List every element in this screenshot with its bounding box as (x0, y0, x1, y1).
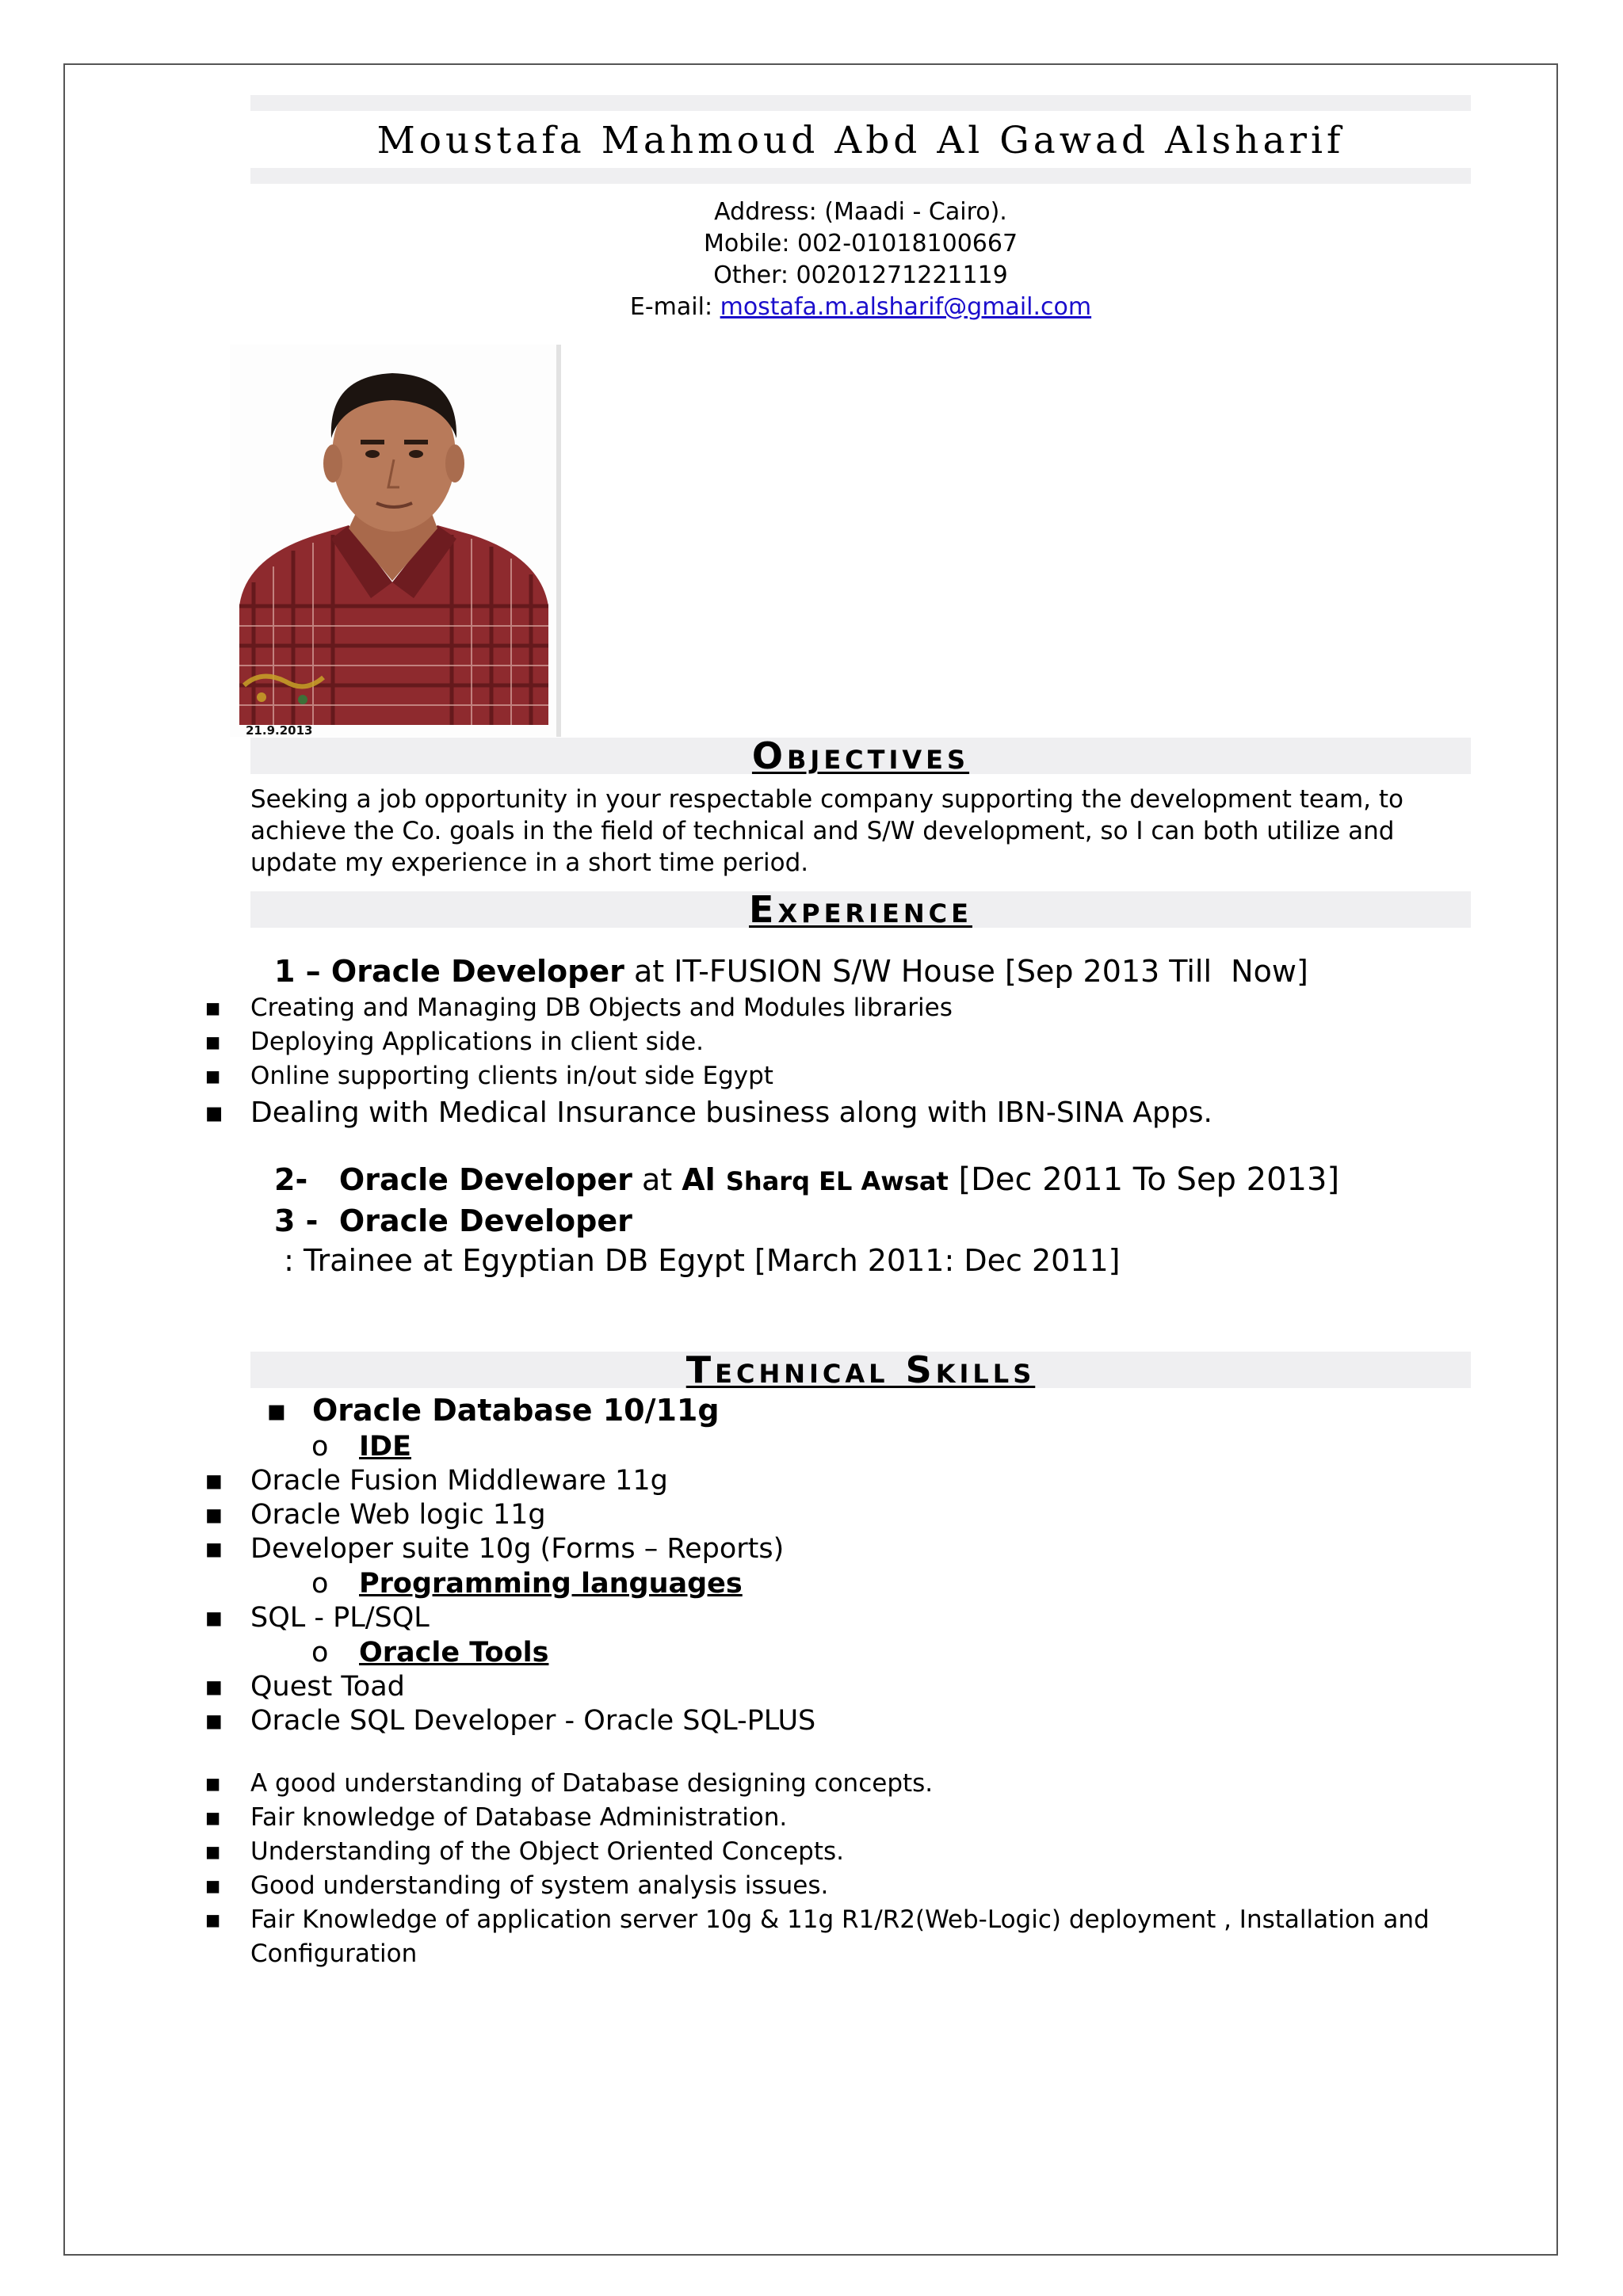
skill-oracle-database: ▪ Oracle Database 10/11g (312, 1391, 1471, 1429)
name-band-bottom (250, 168, 1471, 184)
list-item: ▪ Good understanding of system analysis issues. (250, 1869, 1471, 1903)
objectives-heading (250, 734, 1471, 777)
job-3-details: : Trainee at Egyptian DB Egypt [March 2011: Dec 2011] (274, 1243, 1121, 1278)
job-2-number: 2- (274, 1162, 339, 1197)
resume-content (250, 95, 1471, 1971)
email-line (250, 292, 1471, 323)
list-item: ▪ Developer suite 10g (Forms – Reports) (250, 1532, 1471, 1566)
list-item: ▪ Creating and Managing DB Objects and Modules libraries (250, 991, 1471, 1025)
photo-spacer (250, 323, 1471, 738)
general-skills-list (250, 1767, 1471, 1971)
job-3-number: 3 - (274, 1203, 339, 1238)
email-label: E-mail: (629, 293, 720, 321)
mobile-line: Mobile: 002-01018100667 (703, 230, 1018, 257)
job-2-company: Sharq EL Awsat (725, 1166, 949, 1196)
email-link[interactable]: mostafa.m.alsharif@gmail.com (720, 293, 1092, 321)
oracle-tools-list (250, 1670, 1471, 1738)
programming-languages-heading: o Programming languages (359, 1566, 1471, 1601)
job-2-dates: [Dec 2011 To Sep 2013] (948, 1161, 1340, 1198)
list-item: ▪ Understanding of the Object Oriented Concepts. (250, 1835, 1471, 1869)
ide-list (250, 1464, 1471, 1566)
job-2-at: at (632, 1162, 682, 1197)
other-phone-line: Other: 00201271221119 (713, 261, 1008, 289)
list-item: ▪ SQL - PL/SQL (250, 1601, 1471, 1635)
name-band-top (250, 95, 1471, 111)
objectives-heading-text: Objectives (751, 734, 970, 777)
job-1 (274, 952, 1471, 991)
experience-heading-text: Experience (749, 888, 972, 931)
address-line: Address: (Maadi - Cairo). (714, 198, 1007, 226)
contact-block (250, 196, 1471, 323)
photo-date-stamp: 21.9.2013 (246, 723, 313, 738)
skills-heading (250, 1348, 1471, 1391)
list-item: ▪ Deploying Applications in client side. (250, 1025, 1471, 1059)
job-1-bullets (250, 991, 1471, 1133)
list-item: ▪ A good understanding of Database designing concepts. (250, 1767, 1471, 1801)
job-1-number: 1 – (274, 954, 331, 989)
job-2-al: Al (682, 1162, 726, 1197)
list-item: ▪ Oracle SQL Developer - Oracle SQL-PLUS (250, 1704, 1471, 1738)
job-2 (274, 1160, 1471, 1201)
list-item: ▪ Online supporting clients in/out side Egypt (250, 1059, 1471, 1093)
candidate-name: Moustafa Mahmoud Abd Al Gawad Alsharif (376, 119, 1345, 162)
ide-heading: o IDE (359, 1429, 1471, 1464)
programming-languages-list (250, 1601, 1471, 1635)
job-1-details: at IT-FUSION S/W House [Sep 2013 Till Now] (624, 954, 1308, 989)
objectives-text: Seeking a job opportunity in your respectable company supporting the development team, to achieve the Co. goals in the field of technical and S/W development, so I can both utilize and update my experience in a short time period. (250, 785, 1403, 877)
skills-heading-text: Technical Skills (685, 1348, 1036, 1391)
list-item: ▪ Oracle Fusion Middleware 11g (250, 1464, 1471, 1498)
job-3 (274, 1201, 1471, 1280)
job-3-title: Oracle Developer (338, 1203, 632, 1238)
list-item: ▪ Oracle Web logic 11g (250, 1498, 1471, 1532)
list-item: ▪ Dealing with Medical Insurance business along with IBN-SINA Apps. (250, 1093, 1471, 1133)
list-item: ▪ Fair Knowledge of application server 10g & 11g R1/R2(Web-Logic) deployment , Installation and Configuration (250, 1903, 1471, 1971)
experience-heading (250, 888, 1471, 931)
job-1-title: Oracle Developer (330, 954, 624, 989)
list-item: ▪ Fair knowledge of Database Administration. (250, 1801, 1471, 1835)
oracle-tools-heading: o Oracle Tools (359, 1635, 1471, 1670)
list-item: ▪ Quest Toad (250, 1670, 1471, 1704)
job-2-title: Oracle Developer (338, 1162, 632, 1197)
